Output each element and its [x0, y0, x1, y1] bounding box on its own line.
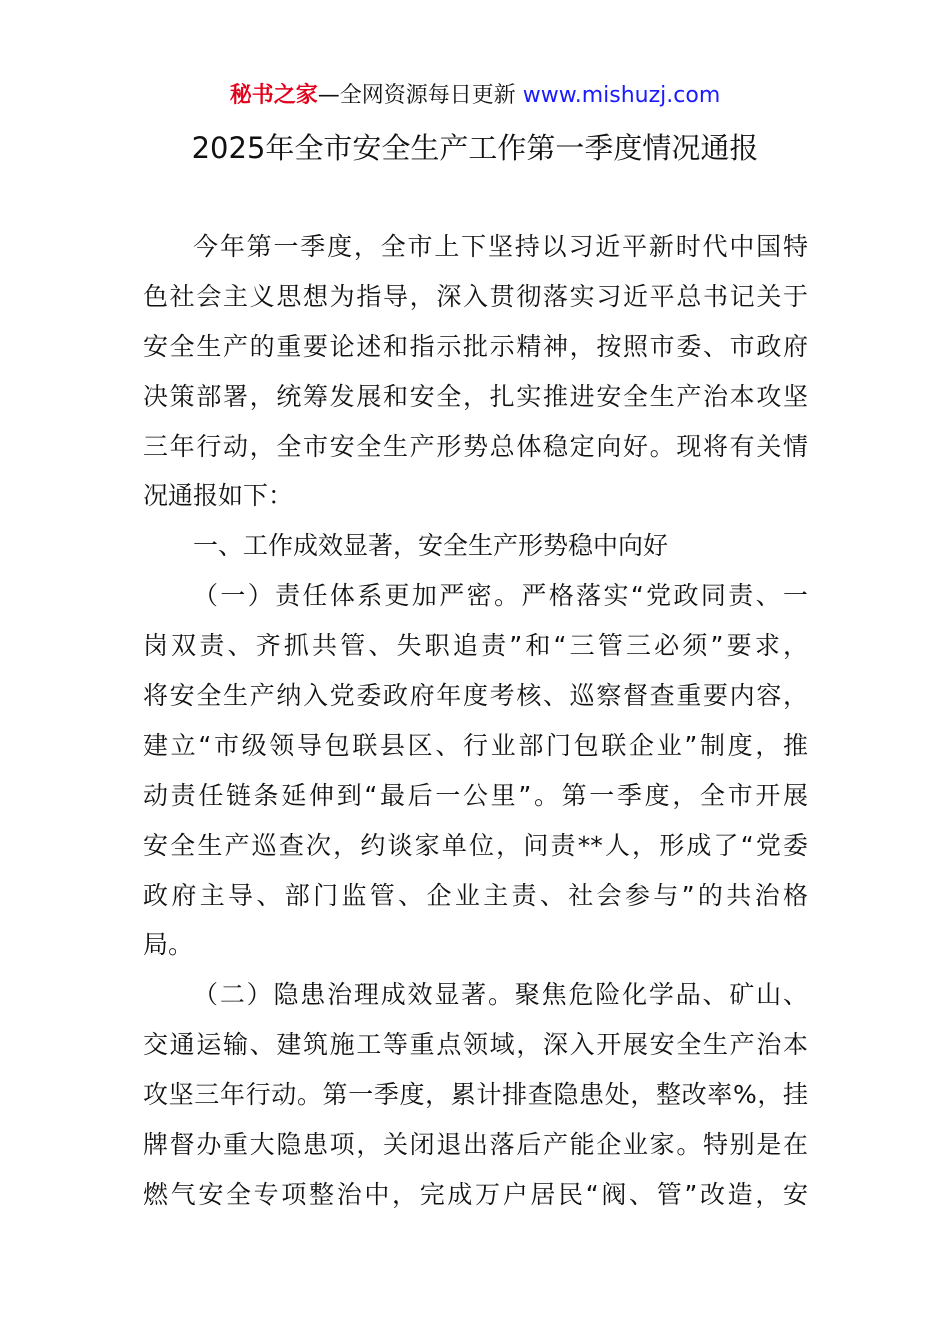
body-line: 燃气安全专项整治中，完成万户居民“阀、管”改造，安 [143, 1179, 808, 1209]
body-line: 动责任链条延伸到“最后一公里”。第一季度，全市开展 [143, 780, 808, 810]
header-tagline: —全网资源每日更新 [317, 83, 516, 108]
body-line: 色社会主义思想为指导，深入贯彻落实习近平总书记关于 [143, 281, 808, 311]
body-line: 将安全生产纳入党委政府年度考核、巡察督查重要内容， [143, 681, 808, 711]
body-line: 局。 [143, 930, 194, 960]
body-line: 三年行动，全市安全生产形势总体稳定向好。现将有关情 [143, 431, 808, 461]
body-line: 一、工作成效显著，安全生产形势稳中向好 [193, 531, 669, 561]
body-line: 安全生产的重要论述和指示批示精神，按照市委、市政府 [143, 331, 808, 361]
brand-name: 秘书之家 [229, 83, 318, 108]
body-line: （二）隐患治理成效显著。聚焦危险化学品、矿山、 [193, 980, 808, 1010]
body-line: （一）责任体系更加严密。严格落实“党政同责、一 [193, 581, 808, 611]
site-url-link[interactable]: www.mishuzj.com [522, 83, 721, 108]
body-line: 况通报如下： [143, 481, 294, 511]
body-line: 交通运输、建筑施工等重点领域，深入开展安全生产治本 [143, 1030, 808, 1060]
body-line: 岗双责、齐抓共管、失职追责”和“三管三必须”要求， [143, 631, 808, 661]
body-line: 牌督办重大隐患项，关闭退出落后产能企业家。特别是在 [143, 1130, 808, 1160]
body-line: 政府主导、部门监管、企业主责、社会参与”的共治格 [143, 880, 808, 910]
site-header [0, 80, 950, 112]
document-title: 2025年全市安全生产工作第一季度情况通报 [191, 131, 759, 165]
body-line: 攻坚三年行动。第一季度，累计排查隐患处，整改率%，挂 [143, 1080, 808, 1110]
body-line: 建立“市级领导包联县区、行业部门包联企业”制度，推 [143, 730, 808, 760]
body-line: 安全生产巡查次，约谈家单位，问责**人，形成了“党委 [143, 830, 808, 860]
body-line: 决策部署，统筹发展和安全，扎实推进安全生产治本攻坚 [143, 381, 808, 411]
document-body [143, 222, 808, 1220]
body-line: 今年第一季度，全市上下坚持以习近平新时代中国特 [193, 232, 808, 261]
